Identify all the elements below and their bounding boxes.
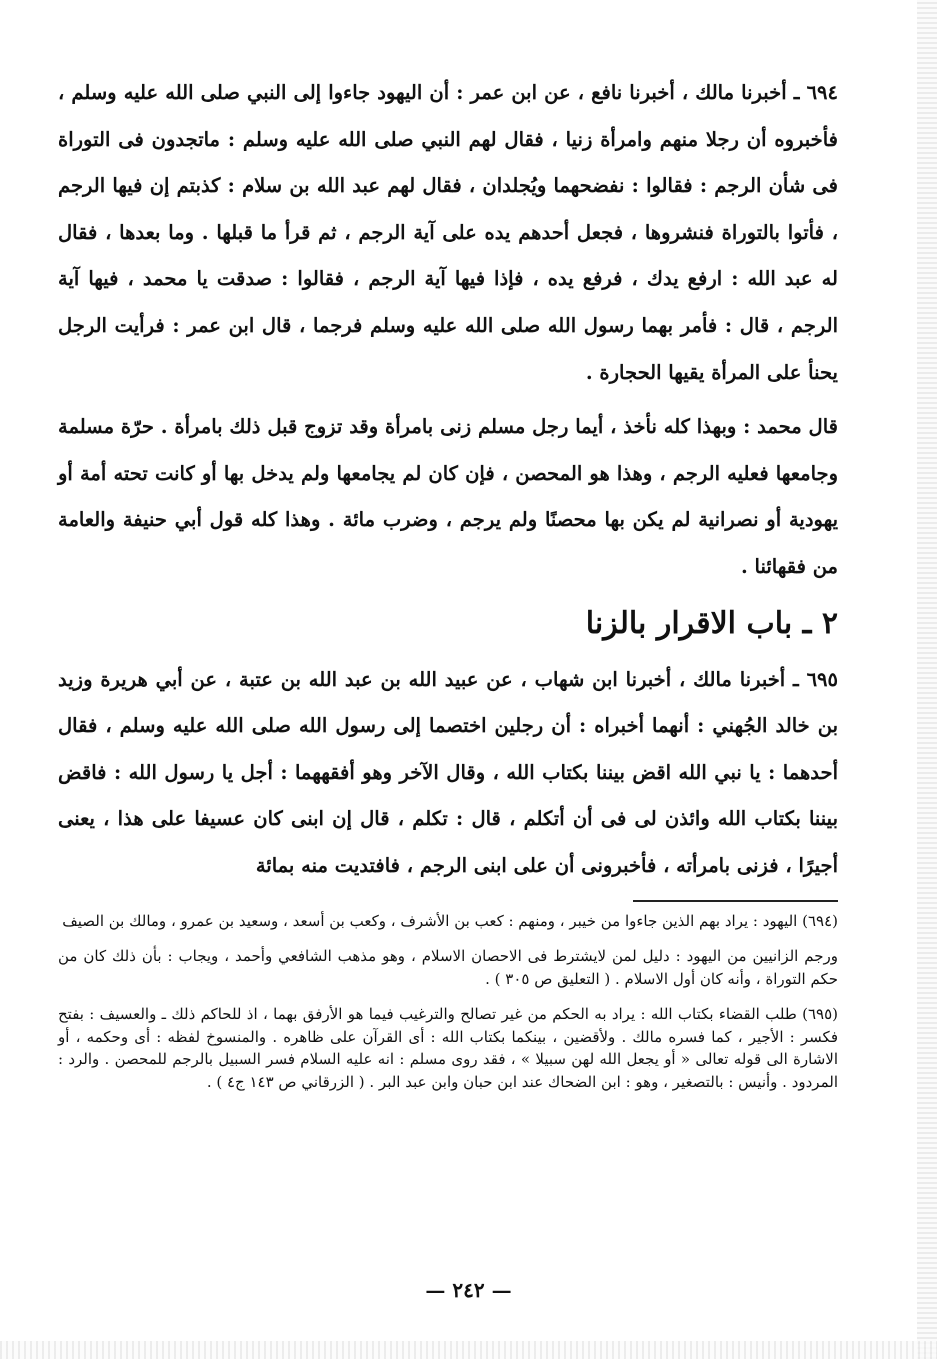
page-content (58, 70, 838, 1094)
page-number: — ٢٤٢ — (425, 1278, 512, 1302)
footnote-divider (633, 900, 838, 902)
hadith-694-paragraph: ٦٩٤ ـ أخبرنا مالك ، أخبرنا نافع ، عن ابن عمر : أن اليهود جاءوا إلى النبي صلى الله عليه وسلم ، فأخبروه أن رجلا منهم وامرأة زنيا ، فقال لهم النبي صلى الله عليه وسلم : ماتجدون فى التوراة فى شأن الرجم : فقالوا : نفضحهما ويُجلدان ، فقال لهم عبد الله بن سلام : كذبتم إن فيها الرجم ، فأتوا بالتوراة فنشروها ، فجعل أحدهم يده على آية الرجم ، ثم قرأ ما قبلها . وما بعدها ، فقال له عبد الله : ارفع يدك ، فرفع يده ، فإذا فيها آية الرجم ، فقالوا : صدقت يا محمد ، فيها آية الرجم ، قال : فأمر بهما رسول الله صلى الله عليه وسلم فرجما ، قال ابن عمر : فرأيت الرجل يحنأ على المرأة يقيها الحجارة . (58, 81, 838, 384)
page-edge-right (917, 0, 937, 1359)
section-heading: ٢ ـ باب الاقرار بالزنا (585, 605, 838, 641)
hadith-695-paragraph: ٦٩٥ ـ أخبرنا مالك ، أخبرنا ابن شهاب ، عن عبيد الله بن عبد الله بن عتبة ، عن أبي هريرة وزيد بن خالد الجُهني : أنهما أخبراه : أن رجلين اختصما إلى رسول الله صلى الله عليه وسلم ، فقال أحدهما : يا نبي الله اقض بيننا بكتاب الله ، وقال الآخر وهو أفقههما : أجل يا رسول الله : فاقض بيننا بكتاب الله وائذن لى فى أن أتكلم ، قال : تكلم ، قال إن ابنى كان عسيفا على هذا ، يعنى أجيرًا ، فزنى بامرأته ، فأخبرونى أن على ابنى الرجم ، فافتديت منه بمائة (58, 667, 838, 877)
footnote-695: (٦٩٥) طلب القضاء بكتاب الله : يراد به الحكم من غير تصالح والترغيب فيما هو الأرفق بهما ، اذ للحاكم ذلك ـ والعسيف : بفتح فكسر : الأجير ، كما فسره مالك . ولأقضين ، بينكما بكتاب الله : أى القرآن على ظاهره . والمنسوخ لفظه : أى وحكمه ، أو الاشارة الى قوله تعالى « أو يجعل الله لهن سبيلا » ، فقد روى مسلم : انه عليه السلام فسر السبيل بالرجم للمحصن . والرد : المردود . وأنيس : بالتصغير ، وهو : ابن الضحاك عند ابن حبان وابن عبد البر . ( الزرقاني ص ١٤٣ ج٤ ) . (58, 1005, 839, 1092)
footnote-694-continued: ورجم الزانيين من اليهود : دليل لمن لايشترط فى الاحصان الاسلام ، وهو مذهب الشافعي وأحمد ، ويجاب : بأن ذلك كان من حكم التوراة ، وأنه كان أول الاسلام . ( التعليق ص ٣٠٥ ) . (58, 947, 838, 988)
page-edge-bottom (0, 1341, 937, 1359)
footnote-694: (٦٩٤) اليهود : يراد بهم الذين جاءوا من خيبر ، ومنهم : كعب بن الأشرف ، وكعب بن أسعد ، وسعيد بن عمرو ، ومالك بن الصيف (62, 911, 838, 930)
muhammad-commentary-paragraph: قال محمد : وبهذا كله نأخذ ، أيما رجل مسلم زنى بامرأة وقد تزوج قبل ذلك بامرأة . حرّة مسلمة وجامعها فعليه الرجم ، وهذا هو المحصن ، فإن كان لم يجامعها ولم يدخل بها أو كانت تحته أمة أو يهودية أو نصرانية لم يكن بها محصنًا ولم يرجم ، وضرب مائة . وهذا كله قول أبي حنيفة والعامة من فقهائنا . (58, 415, 838, 578)
